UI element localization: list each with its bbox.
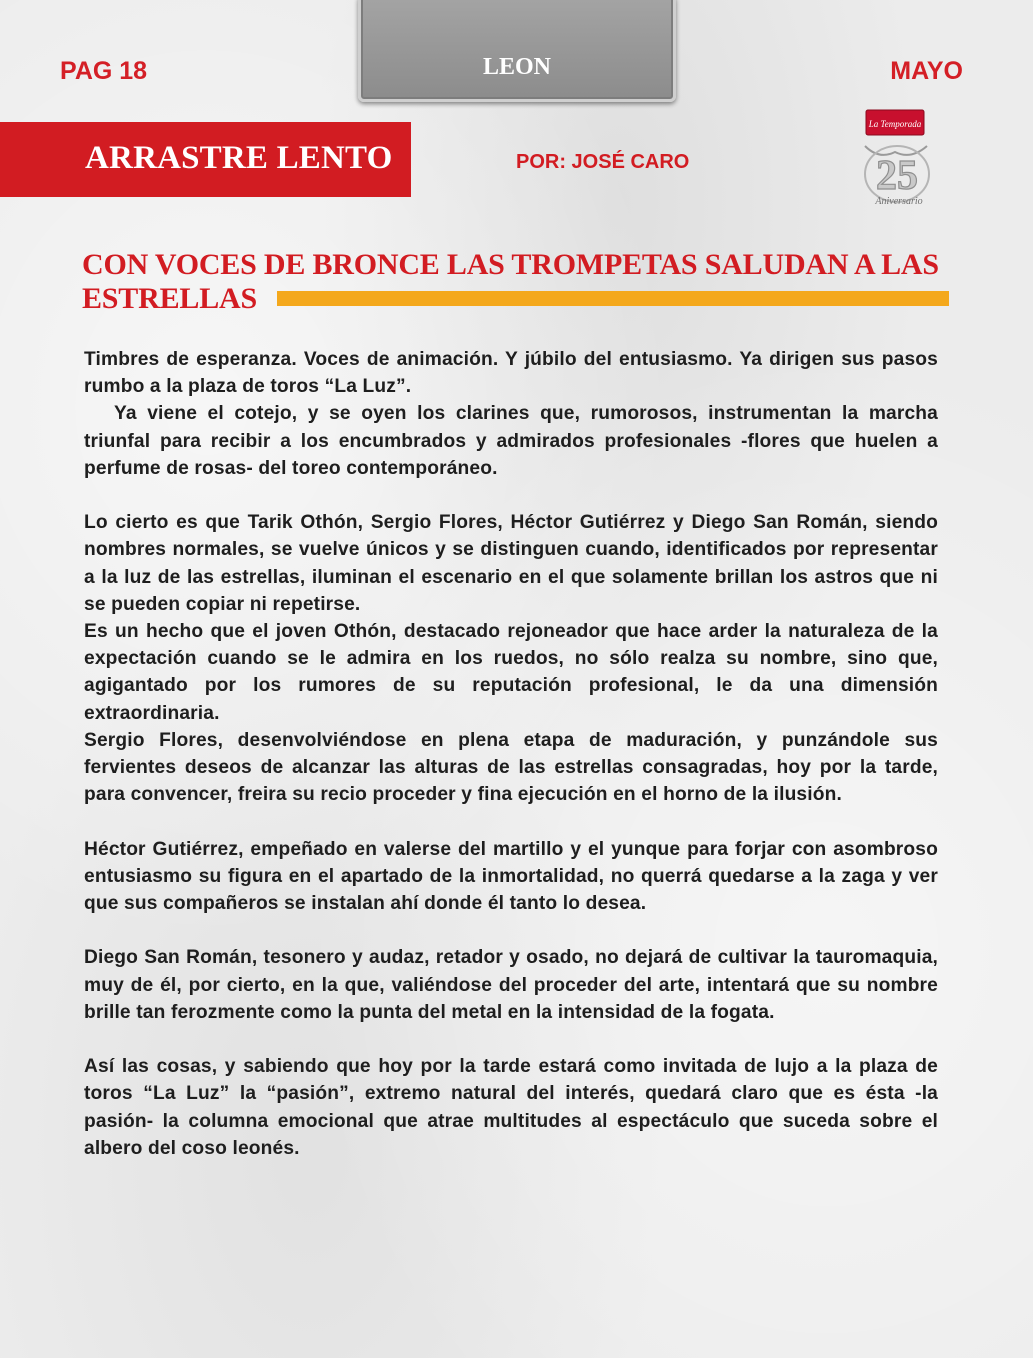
article-paragraph: Así las cosas, y sabiendo que hoy por la tarde estará como invitada de lujo a la plaza de toros “La Luz” la “pasión”, extremo natural del interés, quedará claro que es ésta -la pasión- la columna emocional que atrae multitudes al espectáculo que suceda sobre el albero del coso leonés. [84,1056,938,1159]
logo-caption: Aniversario [875,196,923,207]
page-number: PAG 18 [60,57,148,85]
article-paragraph: Ya viene el cotejo, y se oyen los clarines que, rumorosos, instrumentan la marcha triunfal para recibir a los encumbrados y admirados profesionales -flores que huelen a perfume de rosas- del toreo contemporáneo. [84,403,938,479]
article-paragraph: Héctor Gutiérrez, empeñado en valerse del martillo y el yunque para forjar con asombroso entusiasmo su figura en el apartado de la inmortalidad, no querrá quedarse a la zaga y ver que sus compañeros se instalan ahí donde él tanto lo desea. [84,838,938,915]
issue-month: MAYO [890,57,963,85]
headline-underline [277,291,949,306]
logo-number: 25 [876,153,918,199]
article-body [84,346,938,1162]
anniversary-logo [855,108,940,210]
article-paragraph: Timbres de esperanza. Voces de animación. Y júbilo del entusiasmo. Ya dirigen sus pasos rumbo a la plaza de toros “La Luz”. [84,349,938,398]
column-title: ARRASTRE LENTO [85,140,393,176]
article-paragraph: Lo cierto es que Tarik Othón, Sergio Flores, Héctor Gutiérrez y Diego San Román, siendo nombres normales, se vuelve únicos y se distinguen cuando, identificados por representar a la luz de las estrellas, iluminan el escenario en el que solamente brillan los astros que ni se pueden copiar ni repetirse. [84,512,938,615]
section-tab-label: LEON [482,54,551,80]
article-paragraph: Diego San Román, tesonero y audaz, retador y osado, no dejará de cultivar la tauromaquia, muy de él, por cierto, en la que, valiéndose del proceder del arte, intentará que su nombre brille tan ferozmente como la punta del metal en la intensidad de la fogata. [84,947,938,1023]
author-byline: POR: JOSÉ CARO [516,151,690,173]
article-headline: CON VOCES DE BRONCE LAS TROMPETAS SALUDAN A LAS ESTRELLAS [82,248,939,315]
section-tab [358,0,676,102]
article-paragraph: Sergio Flores, desenvolviéndose en plena etapa de maduración, y punzándole sus fervientes deseos de alcanzar las alturas de las estrellas consagradas, hoy por la tarde, para convencer, freira su recio proceder y fina ejecución en el horno de la ilusión. [84,729,938,806]
article-paragraph: Es un hecho que el joven Othón, destacado rejoneador que hace arder la naturaleza de la expectación cuando se le admira en los ruedos, no sólo realza su nombre, sino que, agigantado por los rumores de su reputación profesional, le da una dimensión extraordinaria. [84,621,938,724]
logo-brand-text: La Temporada [868,119,922,129]
